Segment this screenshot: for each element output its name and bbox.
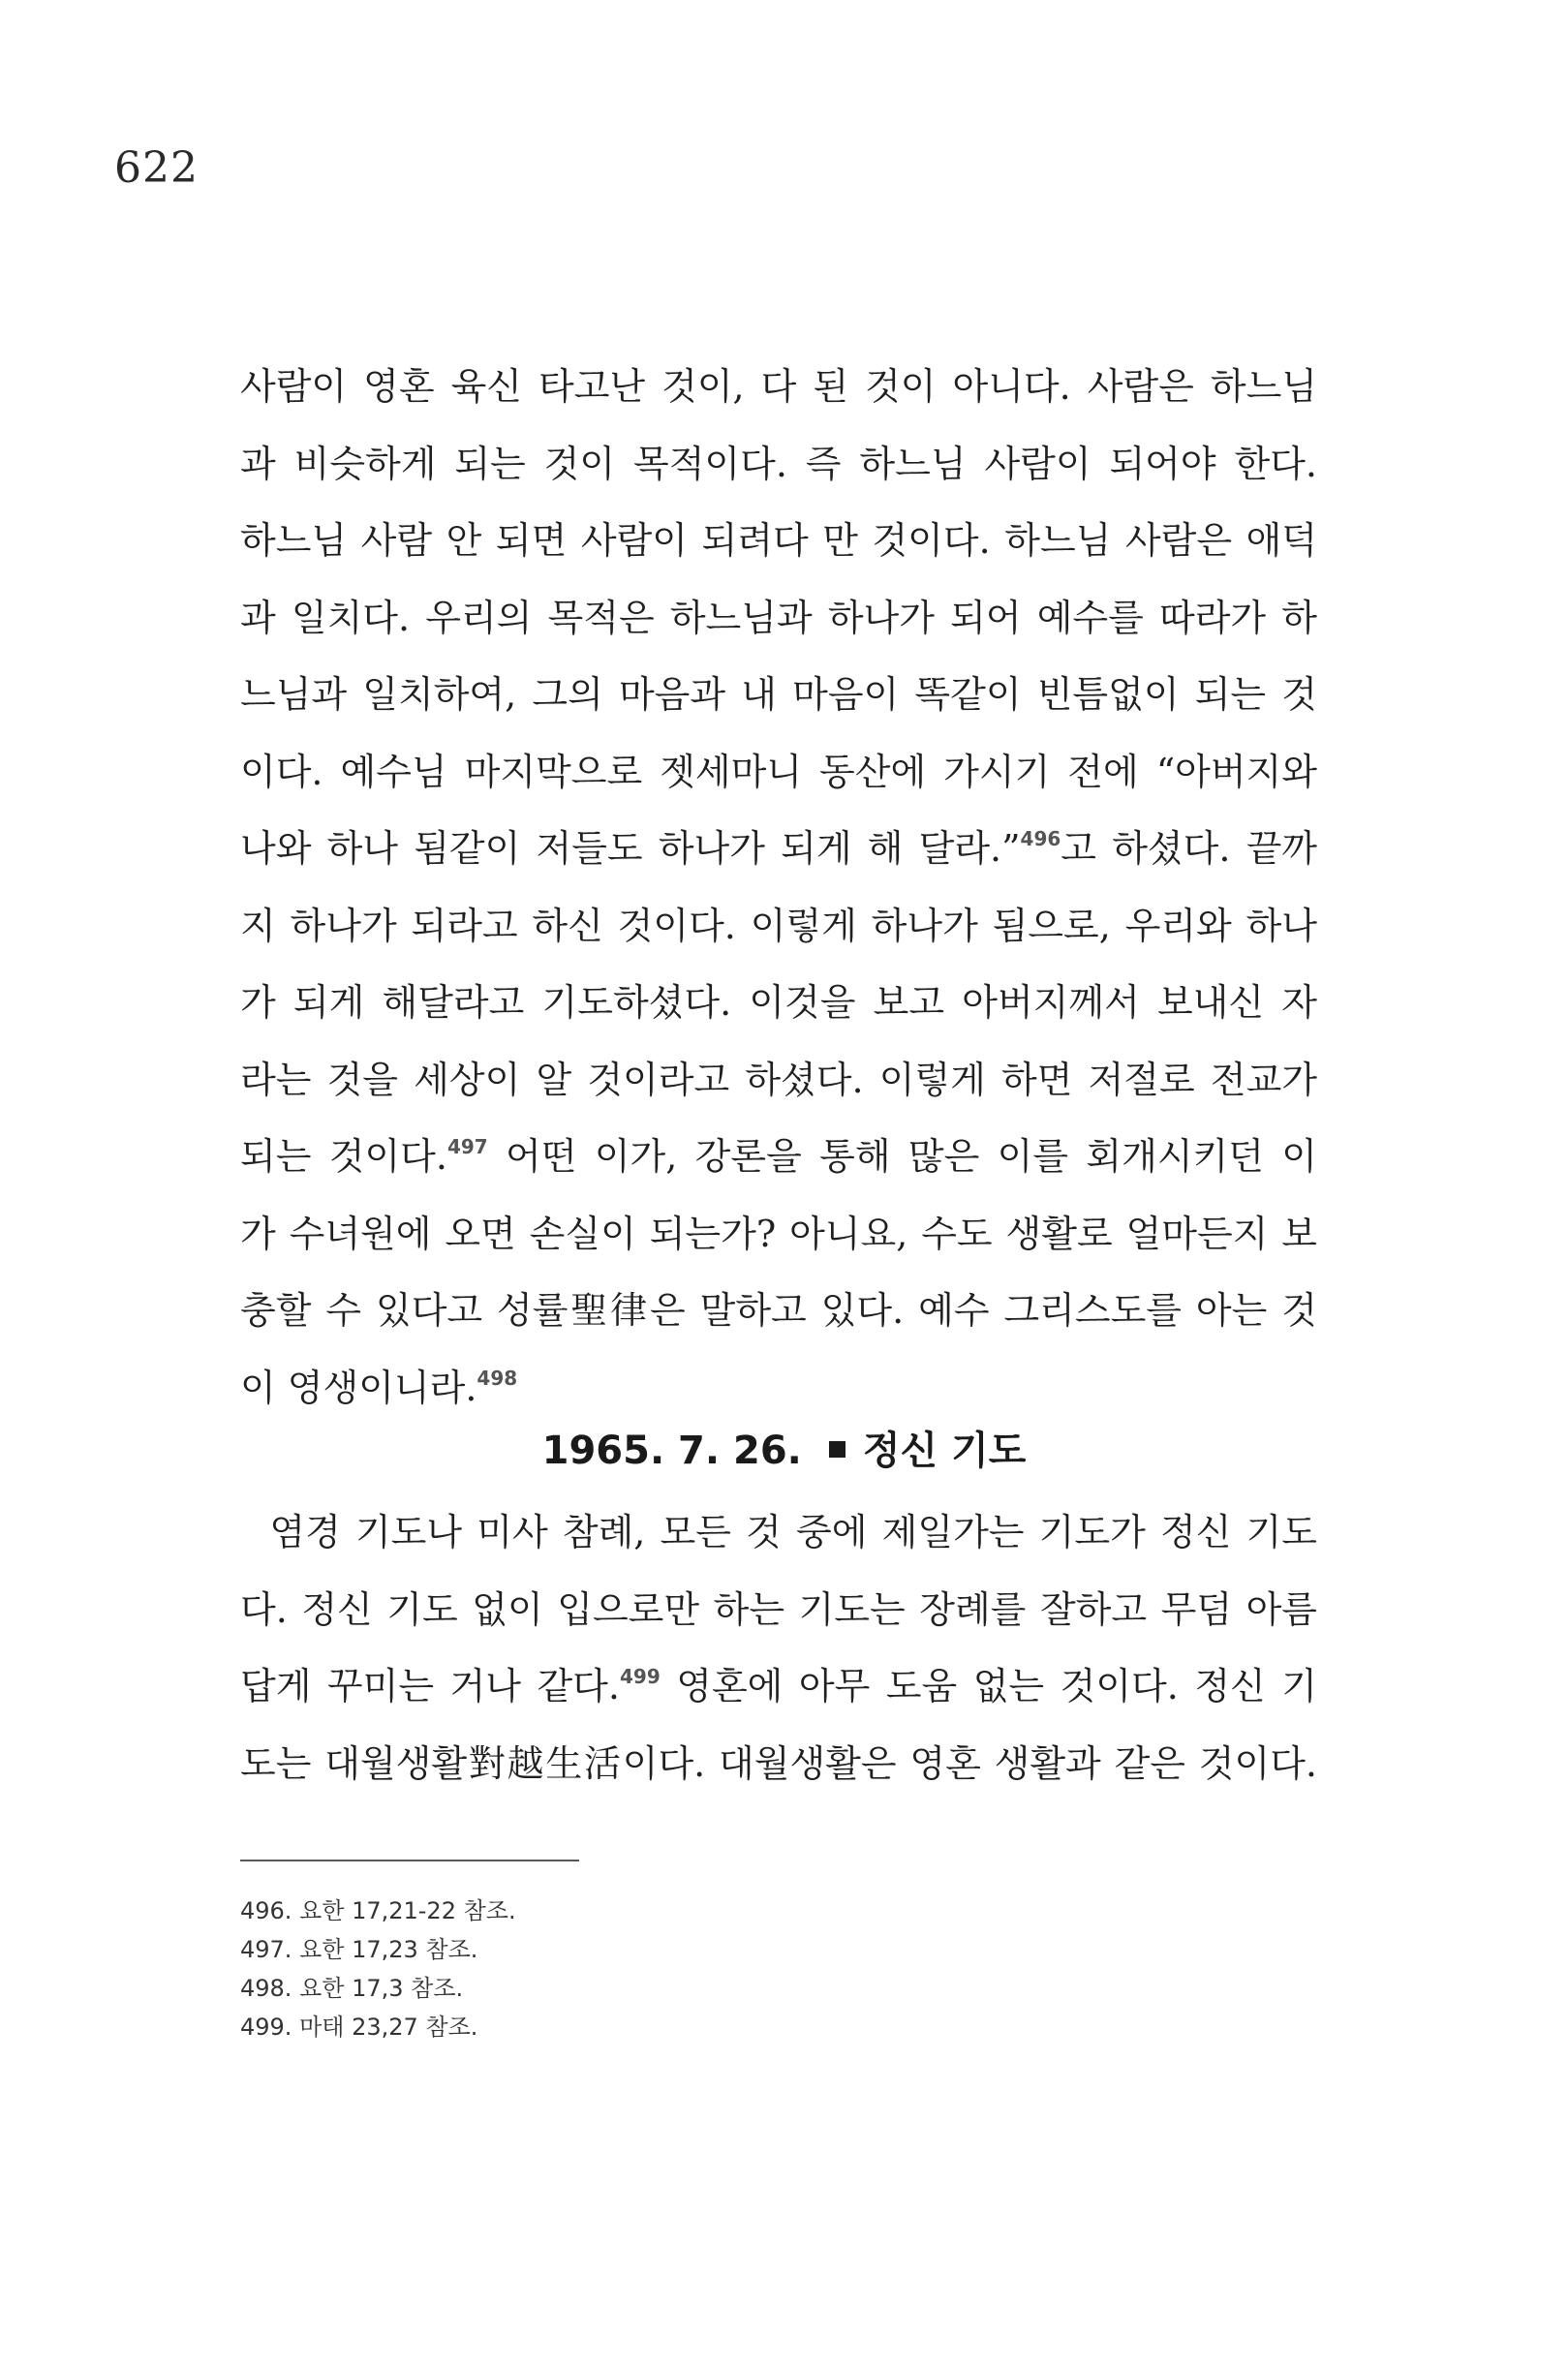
text-line: [240, 503, 1317, 580]
text-line-continuation: 고 하셨다. 끝까: [1061, 827, 1317, 870]
text-line-content: 라는 것을 세상이 알 것이라고 하셨다. 이렇게 하면 저절로 전교가: [240, 1058, 1317, 1101]
text-line: [240, 888, 1317, 966]
footnote-marker[interactable]: 499: [619, 1665, 661, 1688]
text-line-content: 과 비슷하게 되는 것이 목적이다. 즉 하느님 사람이 되어야 한다.: [240, 442, 1317, 485]
section-date: 1965. 7. 26.: [541, 1429, 802, 1473]
text-line-content: 도는 대월생활對越生活이다. 대월생활은 영혼 생활과 같은 것이다.: [240, 1741, 1317, 1785]
section-title: 정신 기도: [862, 1429, 1027, 1473]
text-line-content: 이다. 예수님 마지막으로 젯세마니 동산에 가시기 전에 “아버지와: [240, 750, 1317, 793]
footnote-item: 499. 마태 23,27 참조.: [240, 2014, 478, 2041]
text-line: [240, 1648, 1317, 1726]
footnote-divider: [240, 1860, 579, 1861]
text-line-content: 되는 것이다.: [240, 1135, 447, 1178]
text-line: [240, 1350, 1317, 1428]
text-line-content: 가 수녀원에 오면 손실이 되는가? 아니요, 수도 생활로 얼마든지 보: [240, 1212, 1317, 1255]
text-line: [240, 349, 1317, 426]
text-line: [240, 580, 1317, 658]
text-line: [240, 1726, 1317, 1803]
body-text: [240, 349, 1317, 1427]
footnote-item: 498. 요한 17,3 참조.: [240, 1975, 464, 2002]
text-line-content: 이 영생이니라.: [240, 1366, 477, 1409]
text-line-content: 하느님 사람 안 되면 사람이 되려다 만 것이다. 하느님 사람은 애덕: [240, 519, 1317, 562]
footnote-item: 496. 요한 17,21-22 참조.: [240, 1897, 516, 1924]
square-bullet-icon: [829, 1441, 845, 1458]
text-line-content: 충할 수 있다고 성률聖律은 말하고 있다. 예수 그리스도를 아는 것: [240, 1289, 1317, 1332]
text-line: [240, 965, 1317, 1042]
text-line-content: 답게 꾸미는 거나 같다.: [240, 1665, 620, 1707]
text-line: [240, 811, 1317, 888]
text-line-content: 사람이 영혼 육신 타고난 것이, 다 된 것이 아니다. 사람은 하느님: [240, 365, 1317, 408]
section-heading: [0, 1420, 1568, 1475]
text-line-content: 나와 하나 됨같이 저들도 하나가 되게 해 달라.”: [240, 827, 1021, 870]
text-line-content: 염경 기도나 미사 참례, 모든 것 중에 제일가는 기도가 정신 기도: [240, 1511, 1317, 1553]
text-line: [240, 1273, 1317, 1350]
text-line-continuation: 어떤 이가, 강론을 통해 많은 이를 회개시키던 이: [487, 1135, 1317, 1178]
text-line: [240, 657, 1317, 734]
text-line: [240, 734, 1317, 812]
text-line-content: 가 되게 해달라고 기도하셨다. 이것을 보고 아버지께서 보내신 자: [240, 981, 1317, 1024]
page-number: 622: [114, 143, 199, 193]
text-line: [240, 1119, 1317, 1196]
footnote-marker[interactable]: 496: [1020, 827, 1061, 850]
text-line: [240, 1494, 1317, 1572]
text-line-content: 지 하나가 되라고 하신 것이다. 이렇게 하나가 됨으로, 우리와 하나: [240, 904, 1317, 947]
footnote-marker[interactable]: 497: [446, 1135, 488, 1158]
text-line: [240, 426, 1317, 504]
footnotes: [240, 1891, 1209, 2046]
footnote-marker[interactable]: 498: [477, 1366, 518, 1390]
text-line: [240, 1196, 1317, 1274]
section-text: [240, 1494, 1317, 1802]
text-line: [240, 1042, 1317, 1120]
text-line-continuation: 영혼에 아무 도움 없는 것이다. 정신 기: [660, 1665, 1317, 1707]
text-line: [240, 1572, 1317, 1649]
text-line-content: 과 일치다. 우리의 목적은 하느님과 하나가 되어 예수를 따라가 하: [240, 596, 1317, 639]
text-line-content: 느님과 일치하여, 그의 마음과 내 마음이 똑같이 빈틈없이 되는 것: [240, 673, 1317, 716]
text-line-content: 다. 정신 기도 없이 입으로만 하는 기도는 장례를 잘하고 무덤 아름: [240, 1587, 1317, 1631]
footnote-item: 497. 요한 17,23 참조.: [240, 1936, 478, 1963]
